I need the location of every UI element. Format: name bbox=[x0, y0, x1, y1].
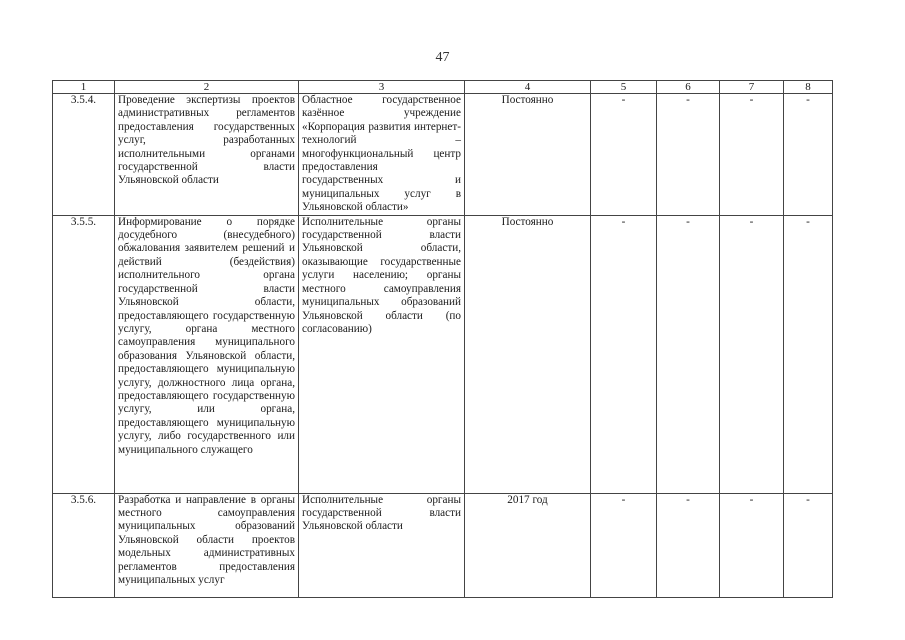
column-header: 8 bbox=[784, 81, 833, 94]
activity-cell: Разработка и направление в органы местного самоуправления муниципальных образований Ульяновской области проектов модельных административных регламентов предоставления муниципальных услуг bbox=[115, 493, 299, 597]
column-header: 6 bbox=[657, 81, 720, 94]
value-cell: - bbox=[720, 215, 784, 493]
value-cell: - bbox=[720, 493, 784, 597]
value-cell: - bbox=[784, 493, 833, 597]
table-row bbox=[53, 493, 833, 597]
measures-table bbox=[52, 80, 833, 598]
executor-cell: Областное государственное казённое учреждение «Корпорация развития интернет-технологий – многофункциональный центр предоставления государственных и муниципальных услуг в Ульяновской области» bbox=[299, 94, 465, 216]
value-cell: - bbox=[591, 493, 657, 597]
item-number: 3.5.4. bbox=[53, 94, 115, 216]
column-header: 7 bbox=[720, 81, 784, 94]
value-cell: - bbox=[657, 215, 720, 493]
column-header: 3 bbox=[299, 81, 465, 94]
value-cell: - bbox=[657, 493, 720, 597]
item-number: 3.5.6. bbox=[53, 493, 115, 597]
header-row bbox=[53, 81, 833, 94]
table-row bbox=[53, 215, 833, 493]
term-cell: Постоянно bbox=[465, 215, 591, 493]
value-cell: - bbox=[591, 215, 657, 493]
value-cell: - bbox=[657, 94, 720, 216]
table-row bbox=[53, 94, 833, 216]
column-header: 4 bbox=[465, 81, 591, 94]
term-cell: 2017 год bbox=[465, 493, 591, 597]
executor-cell: Исполнительные органы государственной власти Ульяновской области bbox=[299, 493, 465, 597]
value-cell: - bbox=[784, 215, 833, 493]
value-cell: - bbox=[784, 94, 833, 216]
item-number: 3.5.5. bbox=[53, 215, 115, 493]
executor-cell: Исполнительные органы государственной власти Ульяновской области, оказывающие государственные услуги населению; органы местного самоуправления муниципальных образований Ульяновской области (по согласованию) bbox=[299, 215, 465, 493]
activity-cell: Проведение экспертизы проектов административных регламентов предоставления государственных услуг, разработанных исполнительными органами государственной власти Ульяновской области bbox=[115, 94, 299, 216]
column-header: 2 bbox=[115, 81, 299, 94]
column-header: 1 bbox=[53, 81, 115, 94]
column-header: 5 bbox=[591, 81, 657, 94]
term-cell: Постоянно bbox=[465, 94, 591, 216]
value-cell: - bbox=[720, 94, 784, 216]
value-cell: - bbox=[591, 94, 657, 216]
page-number: 47 bbox=[435, 50, 450, 65]
activity-cell: Информирование о порядке досудебного (внесудебного) обжалования заявителем решений и действий (бездействия) исполнительного органа государственной власти Ульяновской области, предоставляющего государственную услугу, органа местного самоуправления муниципального образования Ульяновской области, предоставляющего муниципальную услугу, должностного лица органа, предоставляющего государственную услугу, или органа, предоставляющего муниципальную услугу, либо государственного или муниципального служащего bbox=[115, 215, 299, 493]
